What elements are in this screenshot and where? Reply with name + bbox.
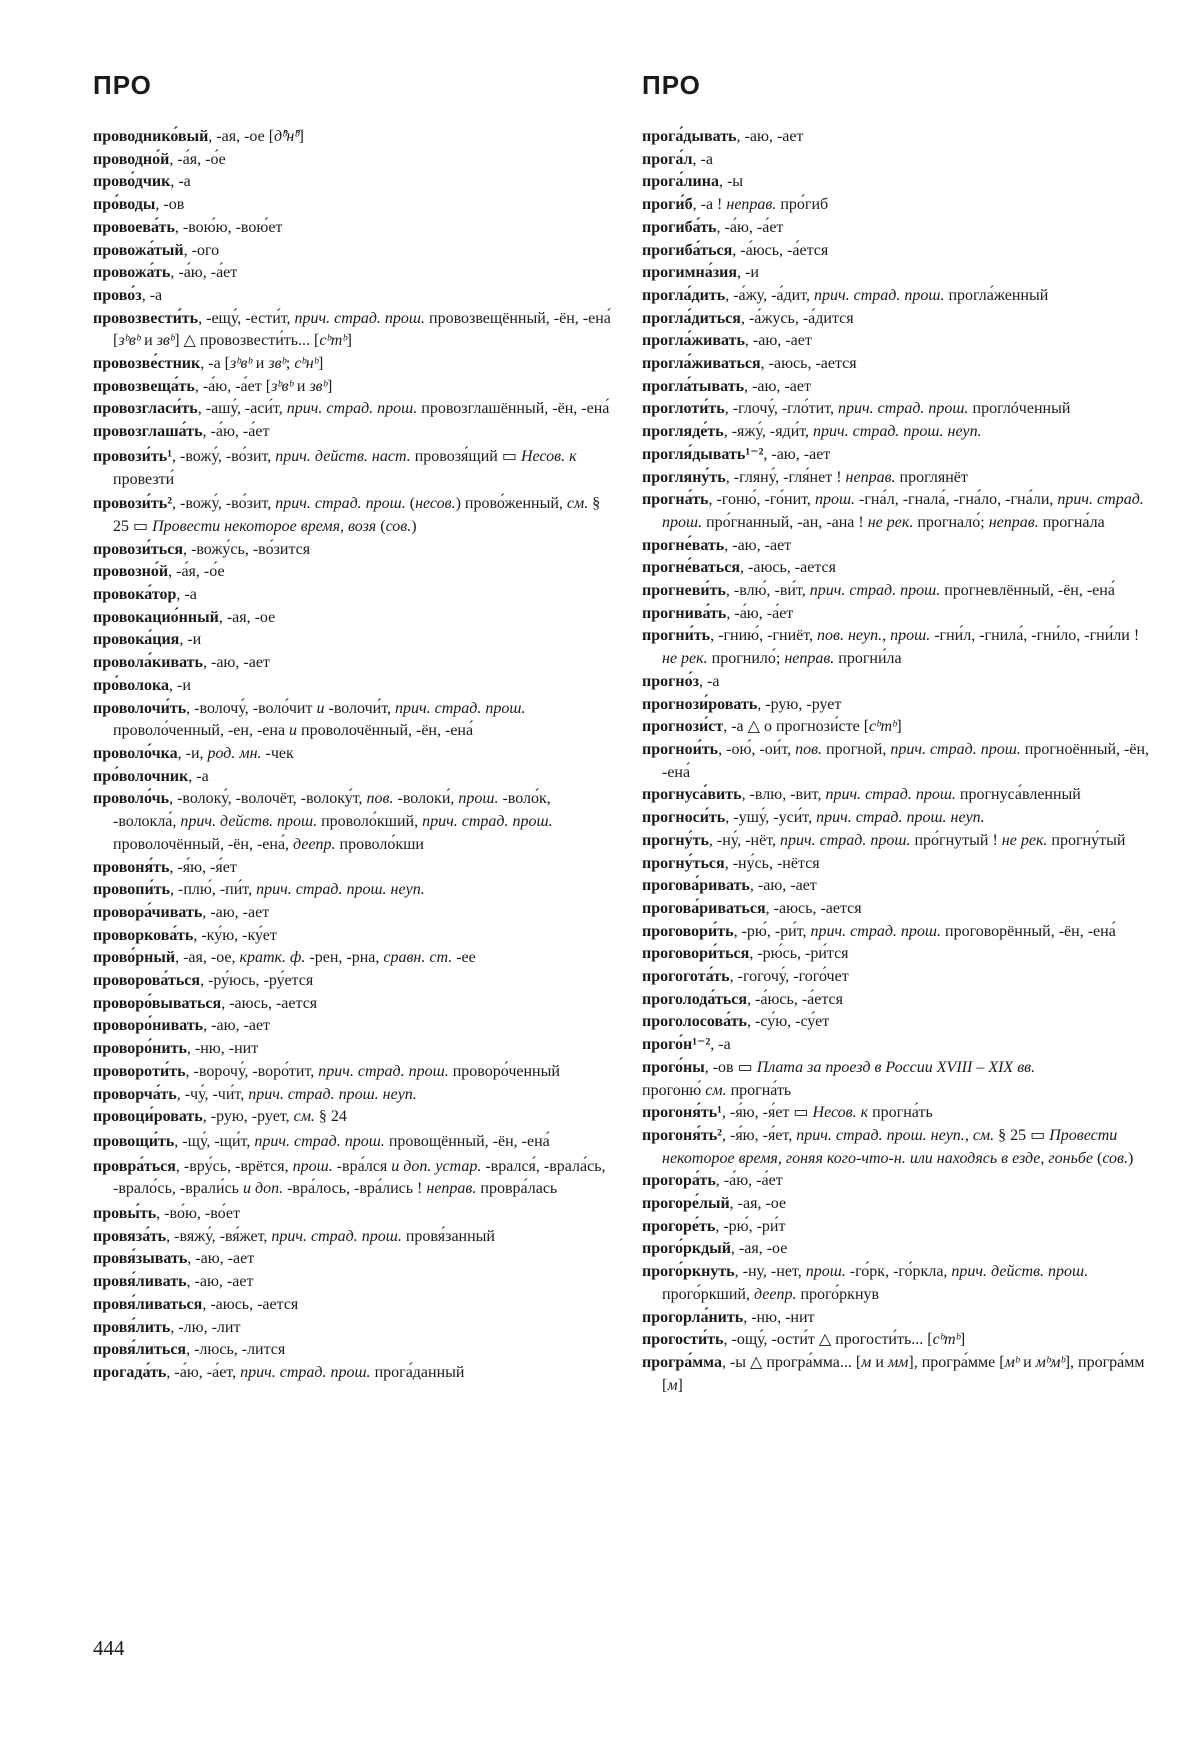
dictionary-entry: прогоня́ть², -я́ю, -я́ет, прич. страд. прош. неуп., см. § 25 ▭ Провести некоторое время, гоняя кого-что-н. или находясь в езде, гоньбе (сов.) [642,1126,1134,1167]
dictionary-entry: провола́кивать, -аю, -ает [93,654,270,672]
dictionary-entry: прогора́ть, -а́ю, -а́ет [642,1172,783,1190]
dictionary-entry: прогимна́зия, -и [642,264,759,282]
dictionary-entry: проворча́ть, -чу́, -чи́т, прич. страд. прош. неуп. [93,1085,417,1103]
dictionary-entry: прогнози́ровать, -рую, -рует [642,695,842,713]
dictionary-entry: провя́зывать, -аю, -ает [93,1250,255,1268]
dictionary-entry: прогова́риваться, -аюсь, -ается [642,899,862,917]
dictionary-entry: проголода́ться, -а́юсь, -а́ется [642,990,844,1008]
dictionary-entry: проворова́ться, -ру́юсь, -ру́ется [93,972,314,990]
dictionary-entry: прогоню́ см. прогна́ть [642,1081,792,1099]
dictionary-entry: проволо́чь, -волоку́, -волочёт, -волоку́т, пов. -волоки́, прош. -воло́к, -волокла́, прич. действ. прош. проволо́кший, прич. страд. прош. проволочённый, -ён, -ена́, деепр. проволо́кши [93,790,553,853]
dictionary-entry: провозве́стник, -а [зᵇвᵇ и звᵇ; сᵇнᵇ] [93,355,324,373]
dictionary-entry: прогну́ть, -ну́, -нёт, прич. страд. прош. про́гнутый ! не рек. прогну́тый [642,831,1126,849]
dictionary-entry: прогляну́ть, -гляну́, -гля́нет ! неправ. проглянёт [642,468,968,486]
dictionary-entry: прово́з, -а [93,286,163,304]
dictionary-entry: проволо́чка, -и, род. мн. -чек [93,744,294,762]
dictionary-entry: проворкова́ть, -ку́ю, -ку́ет [93,926,277,944]
dictionary-entry: прогно́з, -а [642,672,720,690]
dictionary-entry: провра́ться, -вру́сь, -врётся, прош. -вра́лся и доп. устар. -врался́, -врала́сь, -врало́сь, -врали́сь и доп. -вра́лось, -вра́лись ! неправ. провра́лась [93,1157,606,1198]
dictionary-entry: про́волока, -и [93,676,191,694]
dictionary-entry: прогляде́ть, -яжу́, -яди́т, прич. страд. прош. неуп. [642,423,982,441]
dictionary-entry: провозглаша́ть, -а́ю, -а́ет [93,423,270,441]
dictionary-entry: провозвеща́ть, -а́ю, -а́ет [зᵇвᵇ и звᵇ] [93,377,333,395]
dictionary-entry: прогада́ть, -а́ю, -а́ет, прич. страд. прош. прога́данный [93,1363,465,1381]
dictionary-entry: проги́б, -а ! неправ. про́гиб [642,196,829,214]
dictionary-entry: провозно́й, -а́я, -о́е [93,563,225,581]
dictionary-entry: прогна́ть, -гоню́, -го́нит, прош. -гна́л, -гнала́, -гна́ло, -гна́ли, прич. страд. прош. про́гнанный, -ан, -ана ! не рек. прогнало́; неправ. прогна́ла [642,491,1144,531]
dictionary-entry: прогнива́ть, -а́ю, -а́ет [642,604,794,622]
dictionary-entry: провя́лить, -лю, -лит [93,1318,241,1336]
dictionary-entry: провозвести́ть, -ещу́, -ести́т, прич. страд. прош. провозвещённый, -ён, -ена́ [зᵇвᵇ и звᵇ] △ провозвести́ть... [сᵇтᵇ] [93,309,611,350]
dictionary-entry: прогнои́ть, -ою́, -ои́т, пов. прогной, прич. страд. прош. прогноённый, -ён, -ена́ [642,740,1149,781]
dictionary-entry: прогне́ваться, -аюсь, -ается [642,559,836,577]
left-column [93,126,615,1385]
dictionary-entry: прогля́дывать¹⁻², -аю, -ает [642,445,831,463]
dictionary-entry: прогне́вать, -аю, -ает [642,536,792,554]
page-number: 444 [93,1636,125,1660]
dictionary-entry: провожа́тый, -ого [93,241,220,259]
dictionary-entry: прогости́ть, -ощу́, -ости́т △ прогости́ть... [сᵇтᵇ] [642,1331,966,1349]
dictionary-entry: прого́ркнуть, -ну, -нет, прош. -го́рк, -го́ркла, прич. действ. прош. прого́ркший, деепр. прого́ркнув [642,1263,1089,1303]
dictionary-entry: провокацио́нный, -ая, -ое [93,608,276,626]
dictionary-entry: проворо́вываться, -аюсь, -ается [93,994,318,1012]
dictionary-entry: прогноси́ть, -ушу́, -уси́т, прич. страд. прош. неуп. [642,809,985,827]
right-column [642,126,1150,1397]
dictionary-entry: провозгласи́ть, -ашу́, -аси́т, прич. страд. прош. провозглашённый, -ён, -ена́ [93,400,610,418]
dictionary-entry: про́волочник, -а [93,767,209,785]
dictionary-entry: прогла́живаться, -аюсь, -ается [642,355,857,373]
dictionary-entry: прогла́диться, -а́жусь, -а́дится [642,309,854,327]
dictionary-entry: програ́мма, -ы △ програ́мма... [м и мм], програ́мме [мᵇ и мᵇмᵇ], програ́мм [м] [642,1353,1145,1394]
dictionary-entry: прогневи́ть, -влю́, -ви́т, прич. страд. прош. прогневлённый, -ён, -ена́ [642,582,1115,600]
dictionary-entry: провя́литься, -люсь, -лится [93,1341,286,1359]
dictionary-entry: провя́ливать, -аю, -ает [93,1273,254,1291]
dictionary-entry: провя́ливаться, -аюсь, -ается [93,1295,299,1313]
dictionary-entry: провоци́ровать, -рую, -рует, см. § 24 [93,1108,347,1126]
dictionary-entry: прогла́дить, -а́жу, -а́дит, прич. страд. прош. прогла́женный [642,286,1049,304]
dictionary-entry: прого́н¹⁻², -а [642,1036,731,1054]
dictionary-entry: прогни́ть, -гнию́, -гниёт, пов. неуп., прош. -гни́л, -гнила́, -гни́ло, -гни́ли ! не рек. прогнило́; неправ. прогни́ла [642,627,1140,668]
dictionary-entry: прогнуса́вить, -влю, -вит, прич. страд. прош. прогнуса́вленный [642,786,1081,804]
dictionary-entry: провожа́ть, -а́ю, -а́ет [93,264,238,282]
dictionary-entry: прого́ны, -ов ▭ Плата за проезд в России XVIII – XIX вв. [642,1058,1036,1076]
dictionary-entry: провы́ть, -во́ю, -во́ет [93,1205,240,1223]
running-header-right: ПРО [642,70,701,100]
dictionary-entry: проволочи́ть, -волочу́, -воло́чит и -волочи́т, прич. страд. прош. проволо́ченный, -ен, -ена и проволочённый, -ён, -ена́ [93,699,526,740]
dictionary-entry: провора́чивать, -аю, -ает [93,903,270,921]
dictionary-entry: проворо́нить, -ню, -нит [93,1040,259,1058]
dictionary-entry: прогиба́ть, -а́ю, -а́ет [642,218,784,236]
dictionary-entry: про́воды, -ов [93,196,185,214]
dictionary-entry: прогнози́ст, -а △ о прогнози́сте [сᵇтᵇ] [642,718,902,736]
dictionary-entry: прогова́ривать, -аю, -ает [642,877,817,895]
dictionary-entry: прога́дывать, -аю, -ает [642,128,804,145]
dictionary-entry: прогиба́ться, -а́юсь, -а́ется [642,241,829,259]
dictionary-entry: провози́ть¹, -вожу́, -во́зит, прич. действ. наст. провозя́щий ▭ Несов. к провезти́ [93,447,577,488]
dictionary-entry: провоня́ть, -я́ю, -я́ет [93,858,237,876]
dictionary-entry: прово́рный, -ая, -ое, кратк. ф. -рен, -рна, сравн. ст. -ее [93,949,476,967]
dictionary-entry: провоева́ть, -вою́ю, -вою́ет [93,218,283,236]
dictionary-entry: провока́тор, -а [93,586,197,604]
dictionary-entry: провози́ться, -вожу́сь, -во́зится [93,540,311,558]
dictionary-entry: проводно́й, -а́я, -о́е [93,150,226,168]
dictionary-entry: проводнико́вый, -ая, -ое [д̂ᵇн̂ᵇ] [93,128,304,145]
dictionary-entry: проголосова́ть, -су́ю, -су́ет [642,1013,830,1031]
dictionary-entry: проворoти́ть, -ворочу́, -воро́тит, прич. страд. прош. проворо́ченный [93,1062,560,1080]
dictionary-entry: провока́ция, -и [93,631,202,649]
dictionary-entry: провяза́ть, -вяжу́, -вя́жет, прич. страд. прош. провя́занный [93,1227,495,1245]
dictionary-entry: прога́лина, -ы [642,173,744,191]
dictionary-entry: провощи́ть, -щу́, -щи́т, прич. страд. прош. провощённый, -ён, -ена́ [93,1132,550,1150]
dictionary-entry: провопи́ть, -плю́, -пи́т, прич. страд. прош. неуп. [93,881,425,899]
dictionary-entry: проговори́ться, -рю́сь, -ри́тся [642,945,849,963]
dictionary-entry: прогорла́нить, -ню, -нит [642,1308,815,1326]
dictionary-entry: проглоти́ть, -глочу́, -гло́тит, прич. страд. прош. проглóченный [642,400,1071,418]
dictionary-entry: прогну́ться, -ну́сь, -нётся [642,854,820,872]
dictionary-entry: проговори́ть, -рю́, -ри́т, прич. страд. прош. проговорённый, -ён, -ена́ [642,922,1116,940]
dictionary-entry: прогоре́ть, -рю́, -ри́т [642,1217,786,1235]
dictionary-entry: проворо́нивать, -аю, -ает [93,1017,271,1035]
dictionary-entry: прогоре́лый, -ая, -ое [642,1195,787,1213]
dictionary-entry: прого́ркдый, -ая, -ое [642,1240,788,1258]
dictionary-entry: прогла́тывать, -аю, -ает [642,377,811,395]
running-header-left: ПРО [93,70,152,100]
dictionary-entry: прога́л, -а [642,150,713,168]
dictionary-entry: прогла́живать, -аю, -ает [642,332,812,350]
dictionary-entry: прогоня́ть¹, -я́ю, -я́ет ▭ Несов. к прогна́ть [642,1104,933,1122]
dictionary-entry: прово́дчик, -а [93,173,191,191]
dictionary-entry: прогогота́ть, -гогочу́, -гого́чет [642,968,849,986]
dictionary-entry: провози́ть², -вожу́, -во́зит, прич. страд. прош. (несов.) прово́женный, см. § 25 ▭ Провести некоторое время, возя (сов.) [93,495,601,535]
